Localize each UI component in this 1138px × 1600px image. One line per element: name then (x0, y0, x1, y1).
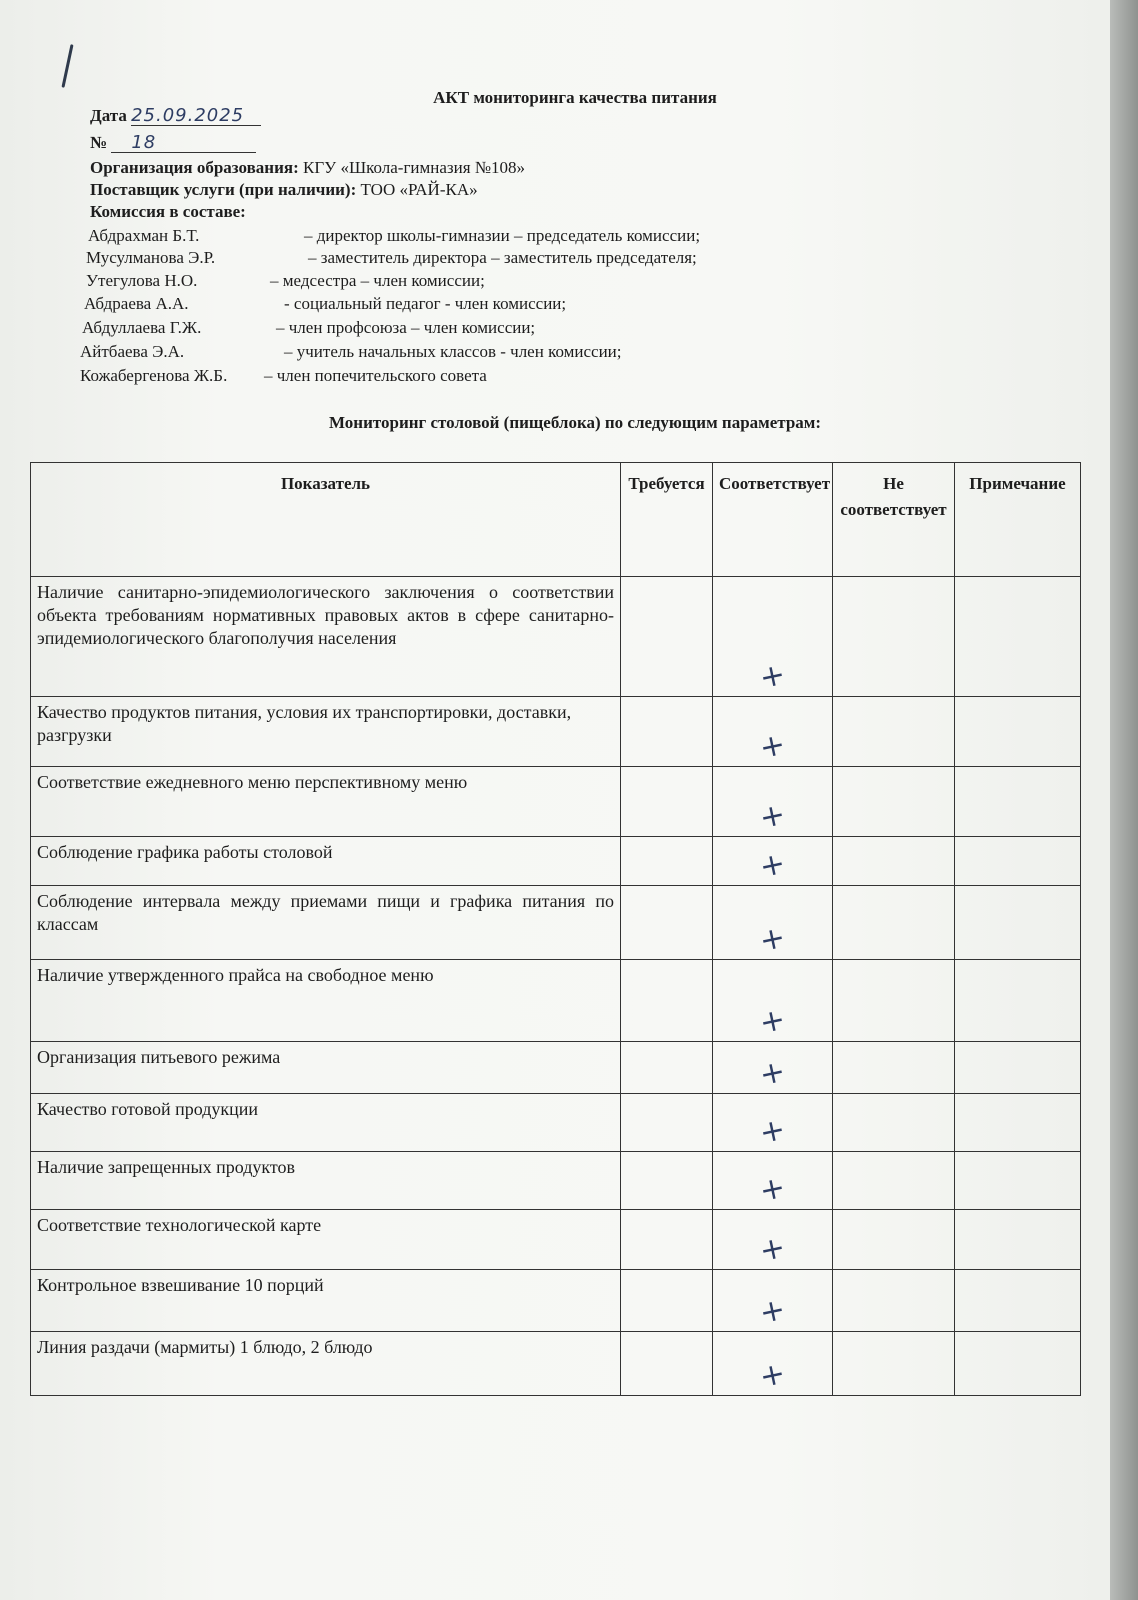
compliant-cell (713, 1210, 833, 1270)
compliant-cell (713, 960, 833, 1042)
member-role: – член профсоюза – член комиссии; (276, 318, 536, 337)
commission-member (86, 248, 697, 268)
check-plus-mark: + (756, 726, 789, 767)
table-row (31, 1042, 1081, 1094)
pen-stroke-mark (61, 44, 73, 88)
non-compliant-cell (833, 1270, 955, 1332)
table-row (31, 886, 1081, 960)
member-name: Кожабергенова Ж.Б. (80, 366, 228, 385)
indicator-cell: Наличие санитарно-эпидемиологического заключения о соответствии объекта требованиям нормативных правовых актов в сфере санитарно-эпидемиологического благополучия населения (31, 577, 621, 697)
indicator-cell: Соответствие ежедневного меню перспективному меню (31, 767, 621, 837)
date-label: Дата (90, 106, 127, 125)
check-plus-mark: + (756, 656, 789, 697)
non-compliant-cell (833, 837, 955, 886)
monitoring-table (30, 462, 1081, 1396)
member-name: Абдуллаева Г.Ж. (82, 318, 202, 337)
non-compliant-cell (833, 697, 955, 767)
section-title: Мониторинг столовой (пищеблока) по следующим параметрам: (328, 413, 822, 432)
member-name: Мусулманова Э.Р. (86, 248, 216, 267)
check-plus-mark: + (756, 919, 789, 960)
table-header-row (31, 463, 1081, 577)
check-plus-mark: + (756, 1111, 789, 1152)
check-plus-mark: + (756, 1355, 789, 1396)
required-cell (621, 1042, 713, 1094)
note-cell (955, 960, 1081, 1042)
non-compliant-cell (833, 960, 955, 1042)
organization-value: КГУ «Школа-гимназия №108» (303, 158, 526, 177)
non-compliant-cell (833, 1210, 955, 1270)
number-label: № (90, 133, 108, 152)
date-value: 25.09.2025 (131, 107, 261, 126)
header-compliant: Соответствует (713, 463, 833, 577)
member-name: Айтбаева Э.А. (80, 342, 185, 361)
compliant-cell (713, 1332, 833, 1396)
date-line (90, 106, 261, 126)
table-row (31, 1210, 1081, 1270)
table-row (31, 697, 1081, 767)
header-required: Требуется (621, 463, 713, 577)
compliant-cell (713, 1042, 833, 1094)
note-cell (955, 697, 1081, 767)
table-row (31, 1332, 1081, 1396)
compliant-cell (713, 1270, 833, 1332)
member-role: – медсестра – член комиссии; (270, 271, 485, 290)
member-role: – директор школы-гимназии – председатель комиссии; (304, 226, 701, 245)
note-cell (955, 837, 1081, 886)
commission-heading (90, 202, 246, 222)
non-compliant-cell (833, 1042, 955, 1094)
supplier-line (90, 180, 478, 200)
supplier-value: ТОО «РАЙ-КА» (360, 180, 478, 199)
page-stack-edge (1110, 0, 1138, 1600)
note-cell (955, 767, 1081, 837)
commission-member (80, 366, 487, 386)
note-cell (955, 1210, 1081, 1270)
required-cell (621, 886, 713, 960)
organization-line (90, 158, 525, 178)
commission-member (86, 271, 485, 291)
non-compliant-cell (833, 1332, 955, 1396)
member-role: – учитель начальных классов - член комиссии; (284, 342, 622, 361)
required-cell (621, 837, 713, 886)
commission-member (82, 318, 536, 338)
indicator-cell: Соблюдение интервала между приемами пищи и графика питания по классам (31, 886, 621, 960)
organization-label: Организация образования: (90, 158, 299, 177)
member-role: - социальный педагог - член комиссии; (284, 294, 567, 313)
check-plus-mark: + (756, 1053, 789, 1094)
indicator-cell: Наличие запрещенных продуктов (31, 1152, 621, 1210)
number-value: 18 (111, 134, 256, 153)
compliant-cell (713, 1094, 833, 1152)
check-plus-mark: + (756, 845, 789, 886)
check-plus-mark: + (756, 1291, 789, 1332)
check-plus-mark: + (756, 1169, 789, 1210)
table-row (31, 577, 1081, 697)
header-non-compliant: Не соответствует (833, 463, 955, 577)
non-compliant-cell (833, 767, 955, 837)
required-cell (621, 1270, 713, 1332)
check-plus-mark: + (756, 796, 789, 837)
member-name: Утегулова Н.О. (86, 271, 198, 290)
compliant-cell (713, 837, 833, 886)
compliant-cell (713, 886, 833, 960)
required-cell (621, 577, 713, 697)
indicator-cell: Качество готовой продукции (31, 1094, 621, 1152)
header-note: Примечание (955, 463, 1081, 577)
compliant-cell (713, 577, 833, 697)
indicator-cell: Организация питьевого режима (31, 1042, 621, 1094)
indicator-cell: Качество продуктов питания, условия их транспортировки, доставки, разгрузки (31, 697, 621, 767)
non-compliant-cell (833, 1094, 955, 1152)
table-row (31, 1270, 1081, 1332)
compliant-cell (713, 767, 833, 837)
required-cell (621, 1094, 713, 1152)
table-row (31, 1094, 1081, 1152)
required-cell (621, 960, 713, 1042)
commission-member (88, 226, 701, 246)
member-role: – заместитель директора – заместитель председателя; (308, 248, 697, 267)
table-row (31, 1152, 1081, 1210)
table-row (31, 837, 1081, 886)
member-name: Абдраева А.А. (84, 294, 189, 313)
document-title: АКТ мониторинга качества питания (433, 88, 717, 107)
required-cell (621, 1210, 713, 1270)
note-cell (955, 577, 1081, 697)
member-role: – член попечительского совета (264, 366, 487, 385)
indicator-cell: Соответствие технологической карте (31, 1210, 621, 1270)
commission-label: Комиссия в составе: (90, 202, 246, 221)
non-compliant-cell (833, 577, 955, 697)
indicator-cell: Контрольное взвешивание 10 порций (31, 1270, 621, 1332)
required-cell (621, 697, 713, 767)
indicator-cell: Соблюдение графика работы столовой (31, 837, 621, 886)
required-cell (621, 1152, 713, 1210)
number-line (90, 133, 256, 153)
compliant-cell (713, 1152, 833, 1210)
member-name: Абдрахман Б.Т. (88, 226, 200, 245)
commission-member (84, 294, 567, 314)
indicator-cell: Наличие утвержденного прайса на свободное меню (31, 960, 621, 1042)
indicator-cell: Линия раздачи (мармиты) 1 блюдо, 2 блюдо (31, 1332, 621, 1396)
note-cell (955, 1332, 1081, 1396)
supplier-label: Поставщик услуги (при наличии): (90, 180, 357, 199)
table-row (31, 767, 1081, 837)
header-indicator: Показатель (31, 463, 621, 577)
table-row (31, 960, 1081, 1042)
non-compliant-cell (833, 886, 955, 960)
compliant-cell (713, 697, 833, 767)
note-cell (955, 886, 1081, 960)
check-plus-mark: + (756, 1229, 789, 1270)
required-cell (621, 767, 713, 837)
note-cell (955, 1152, 1081, 1210)
required-cell (621, 1332, 713, 1396)
note-cell (955, 1094, 1081, 1152)
note-cell (955, 1042, 1081, 1094)
commission-member (80, 342, 622, 362)
check-plus-mark: + (756, 1001, 789, 1042)
non-compliant-cell (833, 1152, 955, 1210)
note-cell (955, 1270, 1081, 1332)
